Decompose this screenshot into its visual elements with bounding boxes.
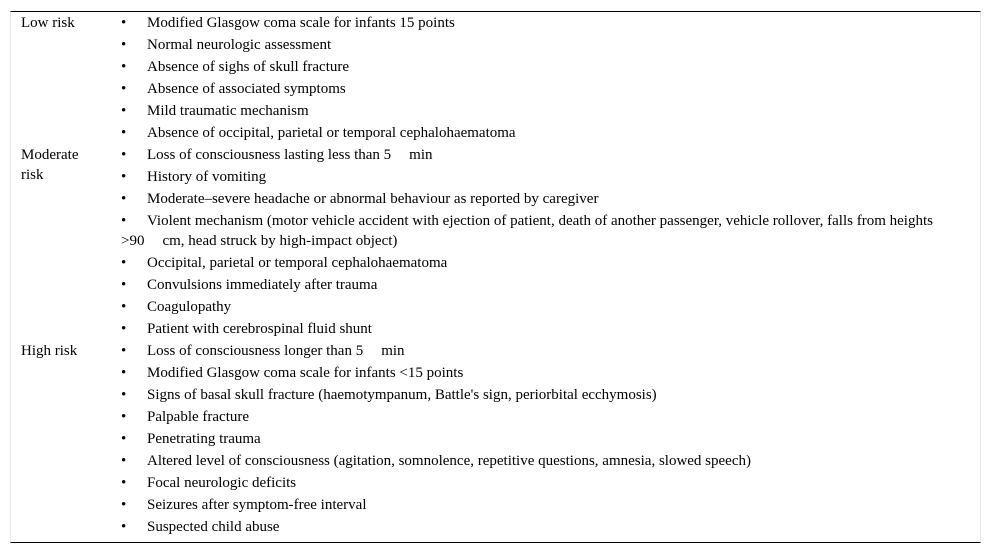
list-item: • Violent mechanism (motor vehicle accident with ejection of patient, death of another passenger, vehicle rollover, falls from heights >90 cm, head struck by high-impact object): [121, 213, 933, 249]
risk-items-moderate: [121, 145, 940, 341]
list-item: • Absence of sighs of skull fracture: [121, 59, 350, 75]
list-item: • Absence of occipital, parietal or temporal cephalohaematoma: [121, 125, 516, 141]
risk-label-moderate: Moderate risk: [21, 147, 79, 183]
risk-items-low: [121, 13, 940, 145]
bullet-icon: •: [121, 169, 127, 185]
list-item: • Patient with cerebrospinal fluid shunt: [121, 321, 372, 337]
list-item: • Coagulopathy: [121, 299, 232, 315]
bullet-icon: •: [121, 387, 127, 403]
bullet-icon: •: [121, 213, 127, 229]
list-item: • Penetrating trauma: [121, 431, 261, 447]
list-item: • Absence of associated symptoms: [121, 81, 346, 97]
bullet-icon: •: [121, 365, 127, 381]
list-item: • Modified Glasgow coma scale for infants <15 points: [121, 365, 464, 381]
risk-label-high: High risk: [21, 343, 78, 359]
list-item: • Moderate–severe headache or abnormal behaviour as reported by caregiver: [121, 191, 599, 207]
bullet-icon: •: [121, 453, 127, 469]
list-item: • Palpable fracture: [121, 409, 250, 425]
list-item: • Mild traumatic mechanism: [121, 103, 309, 119]
risk-table: [10, 11, 981, 543]
bullet-icon: •: [121, 299, 127, 315]
list-item: • Convulsions immediately after trauma: [121, 277, 378, 293]
list-item: • Loss of consciousness longer than 5 min: [121, 343, 405, 359]
bullet-icon: •: [121, 431, 127, 447]
bullet-icon: •: [121, 343, 127, 359]
bullet-icon: •: [121, 475, 127, 491]
bullet-icon: •: [121, 497, 127, 513]
bullet-icon: •: [121, 191, 127, 207]
list-item: • Loss of consciousness lasting less than 5 min: [121, 147, 433, 163]
risk-items-high: [121, 341, 940, 539]
list-item: • Signs of basal skull fracture (haemotympanum, Battle's sign, periorbital ecchymosis): [121, 387, 657, 403]
list-item: • Modified Glasgow coma scale for infants 15 points: [121, 15, 455, 31]
list-item: • Altered level of consciousness (agitation, somnolence, repetitive questions, amnesia, slowed speech): [121, 453, 751, 469]
bullet-icon: •: [121, 277, 127, 293]
bullet-icon: •: [121, 255, 127, 271]
risk-label-low: Low risk: [21, 15, 75, 31]
bullet-icon: •: [121, 81, 127, 97]
bullet-icon: •: [121, 519, 127, 535]
bullet-icon: •: [121, 15, 127, 31]
bullet-icon: •: [121, 321, 127, 337]
bullet-icon: •: [121, 37, 127, 53]
list-item: • Seizures after symptom-free interval: [121, 497, 367, 513]
list-item: • Focal neurologic deficits: [121, 475, 297, 491]
list-item: • Normal neurologic assessment: [121, 37, 332, 53]
bullet-icon: •: [121, 103, 127, 119]
bullet-icon: •: [121, 147, 127, 163]
bullet-icon: •: [121, 125, 127, 141]
list-item: • Occipital, parietal or temporal cephalohaematoma: [121, 255, 448, 271]
bullet-icon: •: [121, 409, 127, 425]
list-item: • Suspected child abuse: [121, 519, 280, 535]
bullet-icon: •: [121, 59, 127, 75]
list-item: • History of vomiting: [121, 169, 267, 185]
